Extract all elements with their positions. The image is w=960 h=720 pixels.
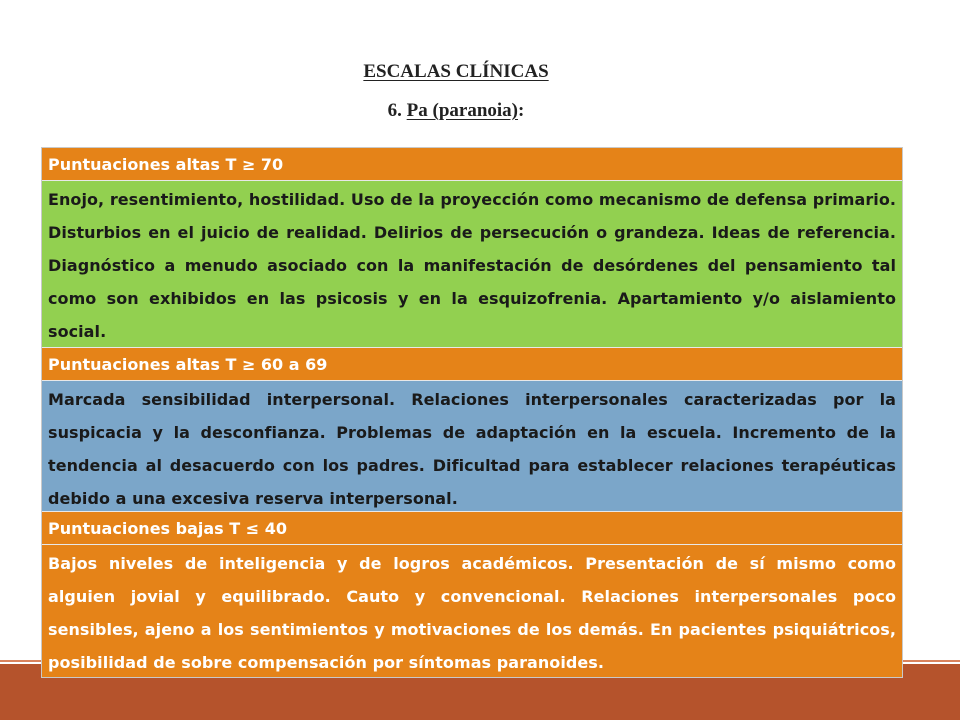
section-header-low-40: Puntuaciones bajas T ≤ 40 <box>42 512 902 545</box>
page-title: ESCALAS CLÍNICAS <box>363 61 549 82</box>
subtitle-suffix: : <box>518 100 525 121</box>
subtitle-scale-name: Pa (paranoia) <box>406 100 519 121</box>
section-header-high-70: Puntuaciones altas T ≥ 70 <box>42 148 902 181</box>
scale-table <box>41 147 903 678</box>
subtitle-number: 6. <box>387 100 402 121</box>
page-subtitle <box>0 100 912 122</box>
section-text-high-60-69: Marcada sensibilidad interpersonal. Relaciones interpersonales caracterizadas por la suspicacia y la desconfianza. Problemas de adaptación en la escuela. Incremento de la tendencia al desacuerdo con los padres. Dificultad para establecer relaciones terapéuticas debido a una excesiva reserva interpersonal. <box>42 381 902 512</box>
section-text-high-70: Enojo, resentimiento, hostilidad. Uso de la proyección como mecanismo de defensa primario. Disturbios en el juicio de realidad. Delirios de persecución o grandeza. Ideas de referencia. Diagnóstico a menudo asociado con la manifestación de desórdenes del pensamiento tal como son exhibidos en las psicosis y en la esquizofrenia. Apartamiento y/o aislamiento social. <box>42 181 902 348</box>
section-text-low-40: Bajos niveles de inteligencia y de logros académicos. Presentación de sí mismo como alguien jovial y equilibrado. Cauto y convencional. Relaciones interpersonales poco sensibles, ajeno a los sentimientos y motivaciones de los demás. En pacientes psiquiátricos, posibilidad de sobre compensación por síntomas paranoides. <box>42 545 902 677</box>
section-header-high-60-69: Puntuaciones altas T ≥ 60 a 69 <box>42 348 902 381</box>
